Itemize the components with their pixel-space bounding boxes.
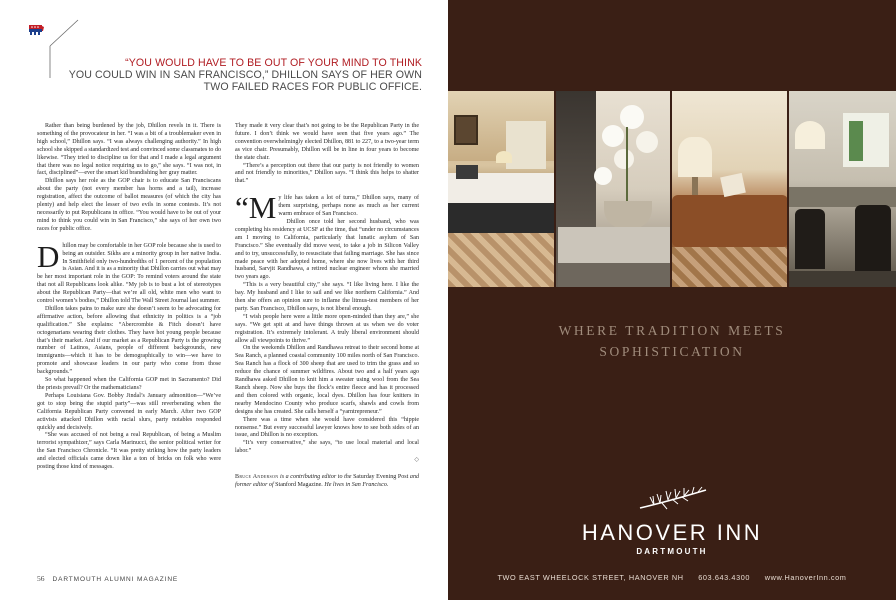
page-number: 56 (37, 574, 45, 583)
paragraph-text: y life has taken a lot of turns,” Dhillon says, many of them surprising, perhaps none as much as her current warm embrace of San Francisco. (278, 195, 419, 218)
article-column-1 (37, 123, 221, 472)
paragraph: Dhillon takes pains to make sure she doesn’t seem to be advocating for affirmative action, before allowing that ethnicity in politics is a “job qualification.” She explains: “Abercrombie & Fitch doesn’t have octogenarians wearing their clothes. They have hot young people because that’s their market. And if our market as a Republican Party is the growing number of Latinos, Asians, people of different backgrounds, new immigrants—which it has to be demographically to win—we have to promote and showcase leaders in our party who come from those backgrounds.” (37, 305, 221, 376)
paragraph-text: hillon may be comfortable in her GOP role because she is used to being an outsider. Sikhs are a minority group in her native India. In Smithfield only two-hundredths of 1 percent of the population is Asian. And it is as a minority that Dhillon carries out what may be her most important role in the GOP: To remind voters around the state that not all Republicans look alike. “My job is to bust a lot of stereotypes about the Republican Party—that we’re all old, white men who want to control women’s bodies,” Dhillon told The Wall Street Journal last summer. (37, 242, 221, 305)
orchid-photo (556, 91, 670, 287)
author-name: Bruce Anderson (235, 474, 279, 481)
advertisement-page (448, 0, 896, 600)
end-mark: ◇ (414, 457, 419, 464)
paragraph: On the weekends Dhillon and Randhawa retreat to their second home at Sea Ranch, a planned coastal community 100 miles north of San Francisco. Sea Ranch has a flock of 300 sheep that are used to trim the grass and so reduce the chance of summer wildfires. About two and a half years ago Randhawa asked Dhillon to knit him a sweater using wool from the Sea Ranch sheep. Now she buys the flock’s entire fleece and has it processed and then colored with organic, local dyes. Dhillon has four knitters in nearby Mendocino County who produce scarfs, shawls and cowls from designs she has created. She calls herself a “yarntrepreneur.” (235, 345, 419, 415)
pull-quote-line-2: YOU COULD WIN IN SAN FRANCISCO,” DHILLON SAYS OF HER OWN (68, 69, 422, 81)
paragraph: “There’s a perception out there that our party is not friendly to women and not friendly to minorities,” Dhillon says. “I think this helps to shatter that.” (235, 162, 419, 185)
paragraph: “I wish people here were a little more open-minded than they are,” she says. “We get spit at and have things thrown at us when we do voter registration. It’s extremely intolerant. A truly liberal environment should allow all viewpoints to thrive.” (235, 313, 419, 344)
paragraph: “She was accused of not being a real Republican, of being a Muslim terrorist sympathizer,” says Carla Marinucci, the senior political writer for the San Francisco Chronicle. “It was pretty striking how the party leaders and elected officials came down like a ton of bricks on folk who were posting those kind of messages. (37, 432, 221, 471)
drop-cap: “M (235, 190, 277, 226)
pine-branch-logo (636, 482, 712, 516)
drop-cap: D (37, 238, 60, 274)
article-column-2 (235, 123, 419, 490)
lounge-photo (672, 91, 787, 287)
paragraph: Rather than being burdened by the job, Dhillon revels in it. There is something of the provocateur in her. “I was a bit of a troublemaker even in high school,” Dhillon says. “I was always challenging authority.” In high school she skipped a standardized test and convinced some classmates to do likewise. “They tried to discipline us for that and I made a legal argument that there was no legal notice requiring us to go,” she says. “I was not, in fact, disciplined”—ever the smart kid brandishing her gray matter. (37, 123, 221, 177)
paragraph: “This is a very beautiful city,” she says. “I like living here. I like the bay. My husband and I like to sail and we like northern California.” And then she offers an opinion sure to inflame the litmus-test members of her party. San Francisco, Dhillon says, is not liberal enough. (235, 282, 419, 312)
paragraph: “It’s very conservative,” she says, “to use local material and local labor.” (235, 440, 419, 455)
ad-address: TWO EAST WHEELOCK STREET, HANOVER NH (497, 573, 684, 582)
bio-publication: Saturday Evening Post (353, 474, 409, 481)
hotel-brand-name: HANOVER INN (581, 520, 763, 545)
pull-quote-line-1: “YOU WOULD HAVE TO BE OUT OF YOUR MIND TO THINK (125, 57, 422, 69)
bio-publication: Stanford Magazine (275, 481, 322, 488)
pull-quote (60, 57, 422, 93)
ad-website[interactable]: www.HanoverInn.com (764, 573, 847, 582)
magazine-name: DARTMOUTH ALUMNI MAGAZINE (52, 576, 179, 583)
author-bio (235, 474, 419, 490)
bedroom-photo (448, 91, 554, 287)
bio-text: . He lives in San Francisco. (321, 481, 389, 488)
photo-strip (448, 91, 896, 287)
bio-text: is a contributing editor to the (278, 474, 354, 481)
ad-tagline-line-2: SOPHISTICATION (599, 344, 745, 359)
pull-quote-line-3: TWO FAILED RACES FOR PUBLIC OFFICE. (203, 81, 422, 93)
dining-photo (789, 91, 896, 287)
folio (37, 574, 178, 583)
hotel-brand-subtitle: DARTMOUTH (636, 547, 708, 556)
paragraph: They made it very clear that’s not going to be the Republican Party in the future. I don’t think we would have seen that five years ago.” The convention overwhelmingly elected Dhillon, 881 to 227, to a two-year term as vice chair. Presumably, Dhillon will be in line in four years to become the state chair. (235, 123, 419, 161)
paragraph: Perhaps Louisiana Gov. Bobby Jindal’s January admonition—“We’ve got to stop being the stupid party”—was still reverberating when the California Republican Party convened in early March. After two GOP activists attacked Dhillon with racial slurs, party notables responded quickly and decisively. (37, 392, 221, 431)
ad-contact-bar (448, 573, 896, 582)
paragraph: So what happened when the California GOP met in Sacramento? Did the priests prevail? Or the mathematicians? (37, 377, 221, 391)
paragraph: Dhillon says her role as the GOP chair is to educate San Franciscans about the party (not every member has horns and a tail), increase registration, affect the outcome of ballot measures (of which the city has plenty) and help elect the lesser of two evils in some contests. It’s not necessarily to put Republicans in office. “You would have to be out of your mind to think you could win in San Francisco,” she says of her own two races for public office. (37, 178, 221, 232)
ad-tagline-line-1: WHERE TRADITION MEETS (558, 323, 786, 338)
ad-phone: 603.643.4300 (698, 573, 751, 582)
paragraph: Dhillon once told her second husband, who was completing his residency at UCSF at the time, that “under no circumstances am I moving to California, particularly that lunatic asylum of San Francisco.” She eventually did move west, to take a job in Silicon Valley and to try, unsuccessfully, to resuscitate that failing marriage. She has since made peace with her adopted home, where she now lives with her third husband, Sarvjit Randhawa, a retired nuclear engineer whom she married two years ago. (235, 218, 419, 281)
paragraph-dropcap (37, 238, 221, 306)
paragraph-dropcap (235, 190, 419, 226)
paragraph: There was a time when she would have considered this “hippie nonsense.” But every successful lawyer knows how to see both sides of an issue, and Dhillon is no exception. (235, 416, 419, 439)
bio-text: and former editor of (235, 474, 419, 488)
